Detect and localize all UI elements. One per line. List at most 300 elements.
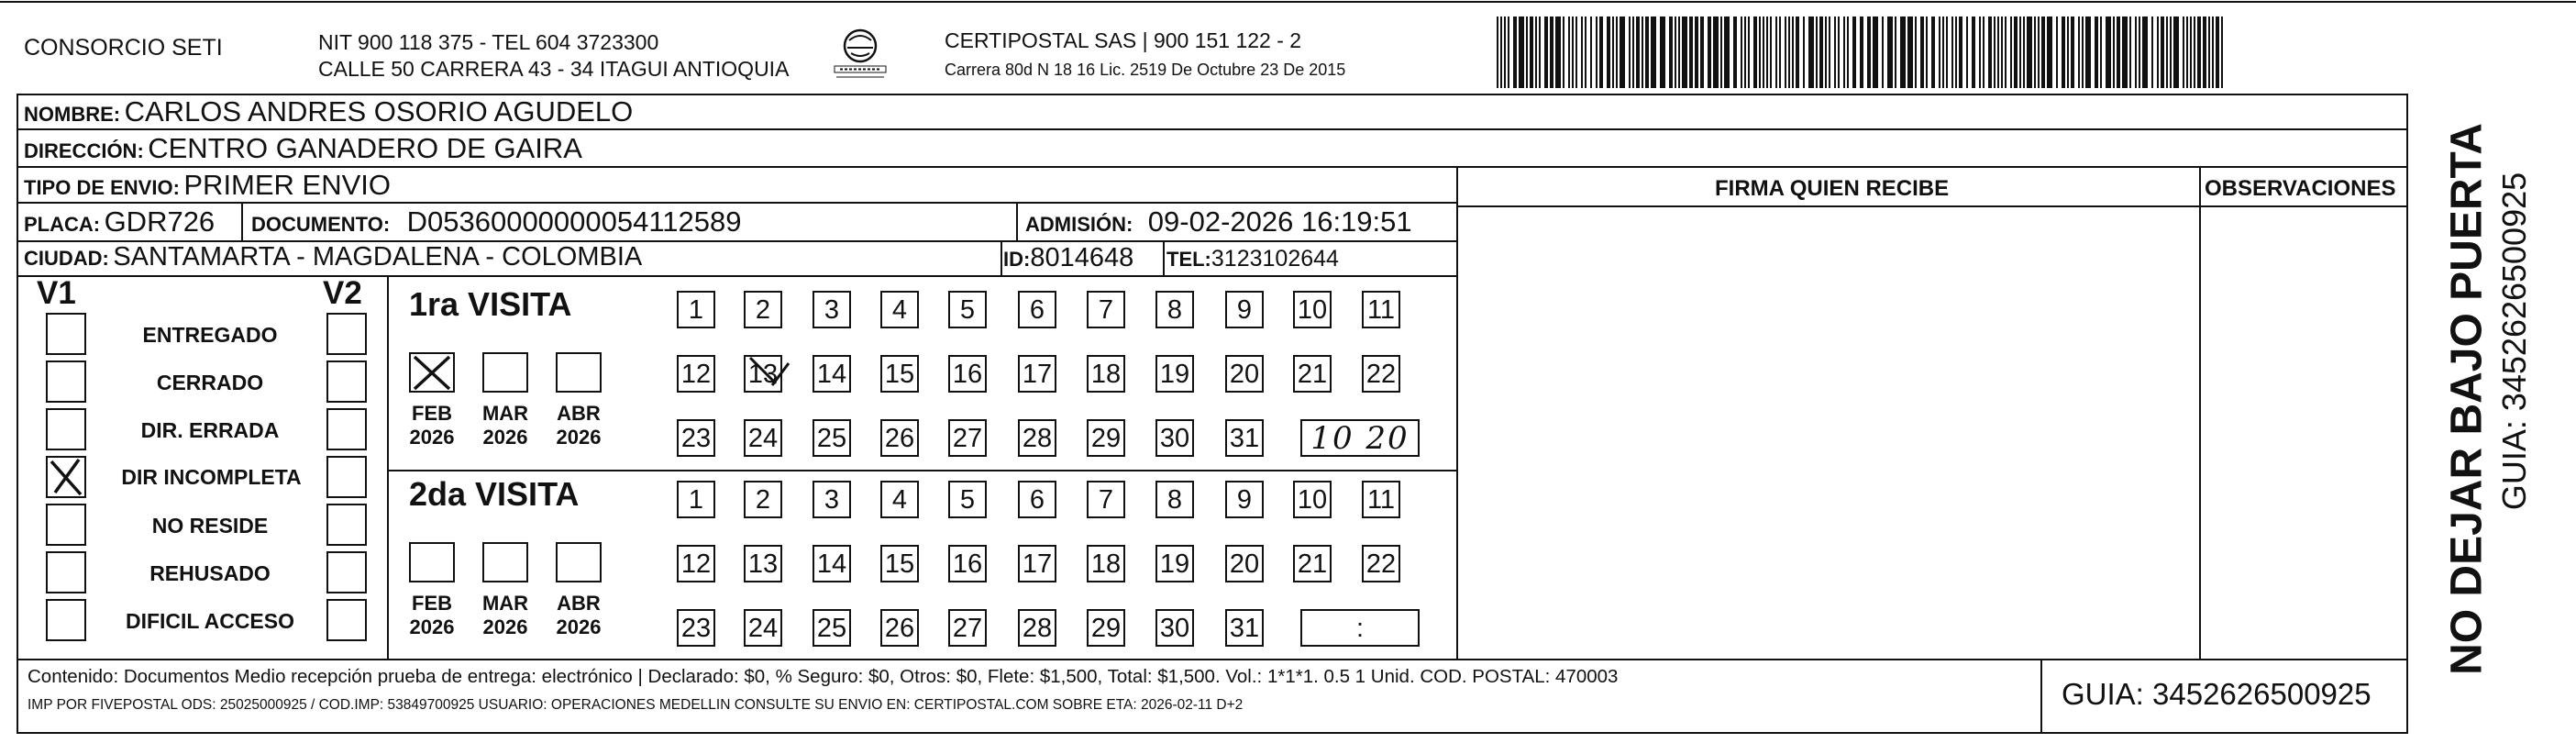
admission-label: ADMISIÓN: <box>1025 213 1133 236</box>
month-name: MAR <box>481 402 529 425</box>
visit1-month-abr-checkbox[interactable] <box>556 352 602 393</box>
barcode-bar <box>1803 17 1805 88</box>
month-name: ABR <box>557 592 601 615</box>
barcode-bar <box>2216 17 2219 88</box>
status-label-dir-incompleta: DIR INCOMPLETA <box>121 465 302 489</box>
barcode-bar <box>1700 17 1704 88</box>
barcode-bar <box>2135 17 2137 88</box>
barcode-bar <box>1555 17 1561 88</box>
month-name: ABR <box>557 402 601 425</box>
barcode-bar <box>2157 17 2159 88</box>
barcode-bar <box>1651 17 1656 88</box>
barcode-bar <box>1838 17 1840 88</box>
barcode-bar <box>1926 17 1928 88</box>
visit1-day-19[interactable]: 19 <box>1155 355 1194 393</box>
barcode-bar <box>2056 17 2058 88</box>
observations-label: OBSERVACIONES <box>2205 176 2396 201</box>
barcode-bar <box>1931 17 1935 88</box>
barcode-bar <box>1770 17 1772 88</box>
barcode-bar <box>1539 17 1541 88</box>
visit2-day-14[interactable]: 14 <box>813 545 851 582</box>
month-name: MAR <box>481 592 529 615</box>
status-label-dificil-acceso: DIFICIL ACCESO <box>125 609 294 633</box>
visit2-day-28[interactable]: 28 <box>1018 609 1056 647</box>
barcode-bar <box>1530 17 1533 88</box>
visit1-day-16[interactable]: 16 <box>948 355 987 393</box>
certipostal-logo <box>831 28 890 81</box>
v2-label: V2 <box>323 275 362 311</box>
visit1-day-24[interactable]: 24 <box>744 419 782 457</box>
barcode-bar <box>2078 17 2080 88</box>
status-label-no-reside: NO RESIDE <box>151 514 269 538</box>
recipient-address: CENTRO GANADERO DE GAIRA <box>148 132 582 164</box>
barcode-bar <box>1873 17 1878 88</box>
footer-guia: GUIA: 3452626500925 <box>2062 677 2371 711</box>
visit2-day-11[interactable]: 11 <box>1362 481 1400 518</box>
tel-label: TEL: <box>1166 248 1211 271</box>
visit2-day-21[interactable]: 21 <box>1293 545 1332 582</box>
address-row <box>24 132 582 165</box>
row-divider <box>17 275 1456 277</box>
check-x-mark-icon <box>48 458 84 496</box>
visit2-day-3[interactable]: 3 <box>813 481 851 518</box>
barcode-bar <box>1808 17 1814 88</box>
type-label: TIPO DE ENVIO: <box>24 176 180 199</box>
visit2-day-1[interactable]: 1 <box>677 481 715 518</box>
col-divider <box>1001 240 1002 275</box>
visit2-day-24[interactable]: 24 <box>744 609 782 647</box>
visit2-day-26[interactable]: 26 <box>880 609 919 647</box>
id-field <box>1003 243 1133 273</box>
barcode-bar <box>1708 17 1711 88</box>
barcode-bar <box>1972 17 1975 88</box>
barcode-bar <box>1599 17 1603 88</box>
visit2-day-30[interactable]: 30 <box>1155 609 1194 647</box>
barcode-bar <box>1629 17 1631 88</box>
barcode-bar <box>1660 17 1665 88</box>
document-label: DOCUMENTO: <box>251 213 391 236</box>
tel-field <box>1166 246 1339 272</box>
barcode-bar <box>2197 17 2201 88</box>
barcode-bar <box>2221 17 2223 88</box>
row-divider <box>17 659 2408 660</box>
visit1-day-15[interactable]: 15 <box>880 355 919 393</box>
row-divider <box>17 202 1456 204</box>
document-value: D05360000000054112589 <box>406 205 742 238</box>
v2-checkbox-no-reside[interactable] <box>326 504 367 546</box>
barcode-bar <box>1504 17 1506 88</box>
barcode-bar <box>2139 17 2140 88</box>
name-row <box>24 95 633 128</box>
footer-print-line: IMP POR FIVEPOSTAL ODS: 25025000925 / COD.IMP: 53849700925 USUARIO: OPERACIONES MEDELLIN CONSULTE SU ENVIO EN: CERTIPOSTAL.COM SOBRE ETA: 2026-02-11 D+2 <box>28 697 1244 713</box>
month-year: 2026 <box>482 426 528 449</box>
barcode-bar <box>2010 17 2012 88</box>
visit1-day-2[interactable]: 2 <box>744 291 782 328</box>
barcode <box>1495 17 2227 88</box>
visit1-day-7[interactable]: 7 <box>1087 291 1125 328</box>
visit2-day-12[interactable]: 12 <box>677 545 715 582</box>
name-label: NOMBRE: <box>24 103 121 126</box>
month-year: 2026 <box>556 615 602 638</box>
barcode-bar <box>1590 17 1592 88</box>
visit1-day-21[interactable]: 21 <box>1293 355 1332 393</box>
top-border <box>0 1 2576 3</box>
address-line: CALLE 50 CARRERA 43 - 34 ITAGUI ANTIOQUIA <box>318 57 790 81</box>
barcode-bar <box>1575 17 1577 88</box>
barcode-bar <box>1519 17 1524 88</box>
barcode-bar <box>2023 17 2025 88</box>
barcode-bar <box>1819 17 1823 88</box>
barcode-bar <box>1785 17 1786 88</box>
barcode-bar <box>2173 17 2179 88</box>
crossed-day-mark-icon <box>745 350 796 402</box>
plate-field <box>24 205 215 238</box>
visit1-day-18[interactable]: 18 <box>1087 355 1125 393</box>
barcode-bar <box>1852 17 1856 88</box>
plate-label: PLACA: <box>24 213 101 236</box>
barcode-bar <box>1816 17 1818 88</box>
barcode-bar <box>1744 17 1746 88</box>
visit2-day-25[interactable]: 25 <box>813 609 851 647</box>
barcode-bar <box>2151 17 2153 88</box>
status-label-rehusado: REHUSADO <box>149 561 271 585</box>
month-name: FEB <box>412 592 452 615</box>
type-row <box>24 169 391 202</box>
col-divider <box>1016 202 1018 240</box>
visit2-month-mar-checkbox[interactable] <box>482 542 528 582</box>
barcode-bar <box>1766 17 1768 88</box>
barcode-bar <box>2183 17 2184 88</box>
barcode-bar <box>2166 17 2168 88</box>
side-warning-text: NO DEJAR BAJO PUERTA <box>2442 123 2492 675</box>
visit2-day-16[interactable]: 16 <box>948 545 987 582</box>
barcode-bar <box>2005 17 2007 88</box>
barcode-bar <box>1779 17 1781 88</box>
company-name: CONSORCIO SETI <box>24 35 223 61</box>
barcode-bar <box>1946 17 1948 88</box>
barcode-bar <box>2014 17 2018 88</box>
v1-checkbox-entregado[interactable] <box>46 313 86 355</box>
v2-checkbox-dir-incompleta[interactable] <box>326 456 367 498</box>
barcode-bar <box>1966 17 1968 88</box>
visit1-day-1[interactable]: 1 <box>677 291 715 328</box>
v1-label: V1 <box>37 275 76 311</box>
visit1-day-4[interactable]: 4 <box>880 291 919 328</box>
barcode-bar <box>1788 17 1790 88</box>
barcode-bar <box>1843 17 1845 88</box>
city-value: SANTAMARTA - MAGDALENA - COLOMBIA <box>113 242 643 272</box>
v2-checkbox-dir-errada[interactable] <box>326 408 367 450</box>
check-x-mark-icon <box>411 354 453 391</box>
barcode-bar <box>1675 17 1676 88</box>
barcode-bar <box>1759 17 1761 88</box>
barcode-bar <box>1829 17 1830 88</box>
visit2-day-6[interactable]: 6 <box>1018 481 1056 518</box>
barcode-bar <box>2117 17 2120 88</box>
barcode-bar <box>2190 17 2192 88</box>
barcode-bar <box>1895 17 1896 88</box>
visit1-day-5[interactable]: 5 <box>948 291 987 328</box>
v1-checkbox-dir-errada[interactable] <box>46 408 86 450</box>
barcode-bar <box>2085 17 2091 88</box>
nit-line: NIT 900 118 375 - TEL 604 3723300 <box>318 30 659 54</box>
side-guia-text: GUIA: 3452626500925 <box>2495 172 2533 511</box>
month-year: 2026 <box>409 426 455 449</box>
barcode-bar <box>1796 17 1799 88</box>
visit1-day-12[interactable]: 12 <box>677 355 715 393</box>
barcode-bar <box>1748 17 1750 88</box>
barcode-bar <box>1994 17 1996 88</box>
month-year: 2026 <box>409 615 455 638</box>
shipment-type: PRIMER ENVIO <box>183 169 392 201</box>
barcode-bar <box>2027 17 2032 88</box>
barcode-bar <box>2100 17 2102 88</box>
visit2-day-29[interactable]: 29 <box>1087 609 1125 647</box>
barcode-bar <box>2041 17 2045 88</box>
visit1-day-10[interactable]: 10 <box>1293 291 1332 328</box>
visit1-day-11[interactable]: 11 <box>1362 291 1400 328</box>
address-label: DIRECCIÓN: <box>24 139 144 162</box>
barcode-bar <box>1983 17 1985 88</box>
barcode-bar <box>1563 17 1564 88</box>
visit2-day-8[interactable]: 8 <box>1155 481 1194 518</box>
barcode-bar <box>2071 17 2074 88</box>
status-label-cerrado: CERRADO <box>156 371 264 394</box>
visit1-time-field[interactable]: 10 20 <box>1300 419 1420 457</box>
visit1-month-mar-checkbox[interactable] <box>482 352 528 393</box>
barcode-bar <box>2106 17 2111 88</box>
barcode-bar <box>1997 17 1999 88</box>
barcode-bar <box>2186 17 2188 88</box>
col-divider <box>2199 166 2201 659</box>
visit2-day-13[interactable]: 13 <box>744 545 782 582</box>
visit2-day-20[interactable]: 20 <box>1225 545 1264 582</box>
visit2-day-9[interactable]: 9 <box>1225 481 1264 518</box>
visit2-day-22[interactable]: 22 <box>1362 545 1400 582</box>
barcode-bar <box>2142 17 2148 88</box>
visit2-month-feb-checkbox[interactable] <box>409 542 455 582</box>
visit1-day-17[interactable]: 17 <box>1018 355 1056 393</box>
barcode-bar <box>1678 17 1680 88</box>
barcode-bar <box>1585 17 1587 88</box>
barcode-bar <box>1825 17 1827 88</box>
barcode-bar <box>1508 17 1509 88</box>
v1-checkbox-dir-incompleta[interactable] <box>46 456 86 498</box>
barcode-bar <box>2113 17 2115 88</box>
visit1-day-14[interactable]: 14 <box>813 355 851 393</box>
v1-checkbox-rehusado[interactable] <box>46 551 86 593</box>
barcode-bar <box>1867 17 1871 88</box>
tel-value: 3123102644 <box>1211 246 1339 272</box>
barcode-bar <box>2208 17 2210 88</box>
barcode-bar <box>2062 17 2065 88</box>
barcode-bar <box>1513 17 1517 88</box>
visit1-day-9[interactable]: 9 <box>1225 291 1264 328</box>
visit2-month-mar-label <box>472 592 538 639</box>
barcode-bar <box>2019 17 2021 88</box>
barcode-bar <box>1713 17 1719 88</box>
col-divider <box>1456 166 1458 659</box>
certipostal-line: CERTIPOSTAL SAS | 900 151 122 - 2 <box>945 28 1302 52</box>
visit2-day-7[interactable]: 7 <box>1087 481 1125 518</box>
barcode-bar <box>1669 17 1673 88</box>
barcode-bar <box>1955 17 1957 88</box>
barcode-bar <box>1497 17 1498 88</box>
visit1-day-22[interactable]: 22 <box>1362 355 1400 393</box>
city-label: CIUDAD: <box>24 247 109 270</box>
barcode-bar <box>2082 17 2084 88</box>
status-label-entregado: ENTREGADO <box>142 323 278 347</box>
visit1-day-30[interactable]: 30 <box>1155 419 1194 457</box>
barcode-bar <box>1900 17 1906 88</box>
visit1-day-8[interactable]: 8 <box>1155 291 1194 328</box>
visit2-day-27[interactable]: 27 <box>948 609 987 647</box>
row-divider <box>17 166 2408 168</box>
visit2-month-abr-checkbox[interactable] <box>556 542 602 582</box>
col-divider <box>1163 240 1165 275</box>
barcode-bar <box>2095 17 2098 88</box>
visit1-day-20[interactable]: 20 <box>1225 355 1264 393</box>
barcode-bar <box>2194 17 2195 88</box>
visit1-day-31[interactable]: 31 <box>1225 419 1264 457</box>
visit2-day-18[interactable]: 18 <box>1087 545 1125 582</box>
visit2-day-4[interactable]: 4 <box>880 481 919 518</box>
barcode-bar <box>1695 17 1698 88</box>
visit1-day-27[interactable]: 27 <box>948 419 987 457</box>
barcode-bar <box>2170 17 2172 88</box>
barcode-bar <box>1792 17 1794 88</box>
v2-checkbox-cerrado[interactable] <box>326 360 367 403</box>
visit1-month-feb-label <box>399 402 465 449</box>
month-name: FEB <box>412 402 452 425</box>
barcode-bar <box>1724 17 1730 88</box>
visit2-day-17[interactable]: 17 <box>1018 545 1056 582</box>
visit2-day-31[interactable]: 31 <box>1225 609 1264 647</box>
visit2-day-5[interactable]: 5 <box>948 481 987 518</box>
id-label: ID: <box>1003 248 1031 271</box>
barcode-bar <box>1689 17 1693 88</box>
month-year: 2026 <box>556 426 602 449</box>
barcode-bar <box>1939 17 1940 88</box>
status-label-dir-errada: DIR. ERRADA <box>140 418 280 442</box>
barcode-bar <box>2034 17 2036 88</box>
v1-checkbox-no-reside[interactable] <box>46 504 86 546</box>
col-divider <box>387 275 389 659</box>
barcode-bar <box>1535 17 1537 88</box>
barcode-bar <box>1544 17 1548 88</box>
id-value: 8014648 <box>1030 243 1134 272</box>
barcode-bar <box>1834 17 1836 88</box>
barcode-bar <box>1753 17 1757 88</box>
signature-label: FIRMA QUIEN RECIBE <box>1715 176 1950 201</box>
barcode-bar <box>1607 17 1610 88</box>
visit1-day-3[interactable]: 3 <box>813 291 851 328</box>
barcode-bar <box>1616 17 1618 88</box>
barcode-bar <box>1596 17 1598 88</box>
visit1-day-26[interactable]: 26 <box>880 419 919 457</box>
visit1-day-28[interactable]: 28 <box>1018 419 1056 457</box>
document-field <box>251 205 742 238</box>
barcode-bar <box>1720 17 1722 88</box>
barcode-bar <box>1741 17 1742 88</box>
visit1-month-mar-label <box>472 402 538 449</box>
visit2-day-23[interactable]: 23 <box>677 609 715 647</box>
visit1-month-abr-label <box>546 402 612 449</box>
visit2-day-10[interactable]: 10 <box>1293 481 1332 518</box>
barcode-bar <box>1860 17 1863 88</box>
barcode-bar <box>1550 17 1553 88</box>
barcode-bar <box>1907 17 1913 88</box>
barcode-bar <box>2001 17 2003 88</box>
visit2-title: 2da VISITA <box>409 475 580 513</box>
footer-content-line: Contenido: Documentos Medio recepción prueba de entrega: electrónico | Declarado: $0, % Seguro: $0, Otros: $0, Flete: $1,500, Total: $1,500. Vol.: 1*1*1. 0.5 1 Unid. COD. POSTAL: 470003 <box>28 666 1619 687</box>
plate-value: GDR726 <box>104 205 216 238</box>
barcode-bar <box>1733 17 1737 88</box>
visit2-day-2[interactable]: 2 <box>744 481 782 518</box>
admission-value: 09-02-2026 16:19:51 <box>1147 205 1412 238</box>
col-divider <box>2040 659 2042 734</box>
v2-checkbox-dificil-acceso[interactable] <box>326 599 367 641</box>
visit1-day-29[interactable]: 29 <box>1087 419 1125 457</box>
barcode-bar <box>2067 17 2069 88</box>
row-divider <box>17 128 2408 130</box>
barcode-bar <box>2122 17 2128 88</box>
barcode-bar <box>2203 17 2206 88</box>
visit1-day-13[interactable]: 13 <box>744 355 782 393</box>
barcode-bar <box>2047 17 2052 88</box>
barcode-bar <box>1620 17 1625 88</box>
barcode-bar <box>1959 17 1962 88</box>
barcode-bar <box>1581 17 1583 88</box>
barcode-bar <box>2212 17 2214 88</box>
barcode-bar <box>1942 17 1944 88</box>
visit1-day-6[interactable]: 6 <box>1018 291 1056 328</box>
visit2-day-19[interactable]: 19 <box>1155 545 1194 582</box>
visit1-day-23[interactable]: 23 <box>677 419 715 457</box>
month-year: 2026 <box>482 615 528 638</box>
v1-checkbox-cerrado[interactable] <box>46 360 86 403</box>
barcode-bar <box>1636 17 1640 88</box>
barcode-bar <box>1645 17 1649 88</box>
row-divider <box>387 470 1456 471</box>
visit1-day-25[interactable]: 25 <box>813 419 851 457</box>
barcode-bar <box>1915 17 1917 88</box>
row-divider <box>1456 205 2408 207</box>
admission-field <box>1025 205 1412 238</box>
v2-checkbox-rehusado[interactable] <box>326 551 367 593</box>
v2-checkbox-entregado[interactable] <box>326 313 367 355</box>
visit2-time-field[interactable]: : <box>1300 609 1420 647</box>
barcode-bar <box>1988 17 1992 88</box>
barcode-bar <box>1500 17 1502 88</box>
city-row <box>24 242 642 272</box>
barcode-bar <box>1847 17 1849 88</box>
visit2-day-15[interactable]: 15 <box>880 545 919 582</box>
visit1-month-feb-checkbox[interactable] <box>409 352 455 393</box>
barcode-bar <box>2161 17 2164 88</box>
barcode-bar <box>2038 17 2040 88</box>
barcode-bar <box>1882 17 1884 88</box>
barcode-bar <box>1568 17 1570 88</box>
barcode-bar <box>1951 17 1953 88</box>
barcode-bar <box>1612 17 1614 88</box>
visit2-month-abr-label <box>546 592 612 639</box>
barcode-bar <box>1642 17 1643 88</box>
barcode-bar <box>1887 17 1893 88</box>
barcode-bar <box>1526 17 1528 88</box>
barcode-bar <box>1632 17 1634 88</box>
v1-checkbox-dificil-acceso[interactable] <box>46 599 86 641</box>
